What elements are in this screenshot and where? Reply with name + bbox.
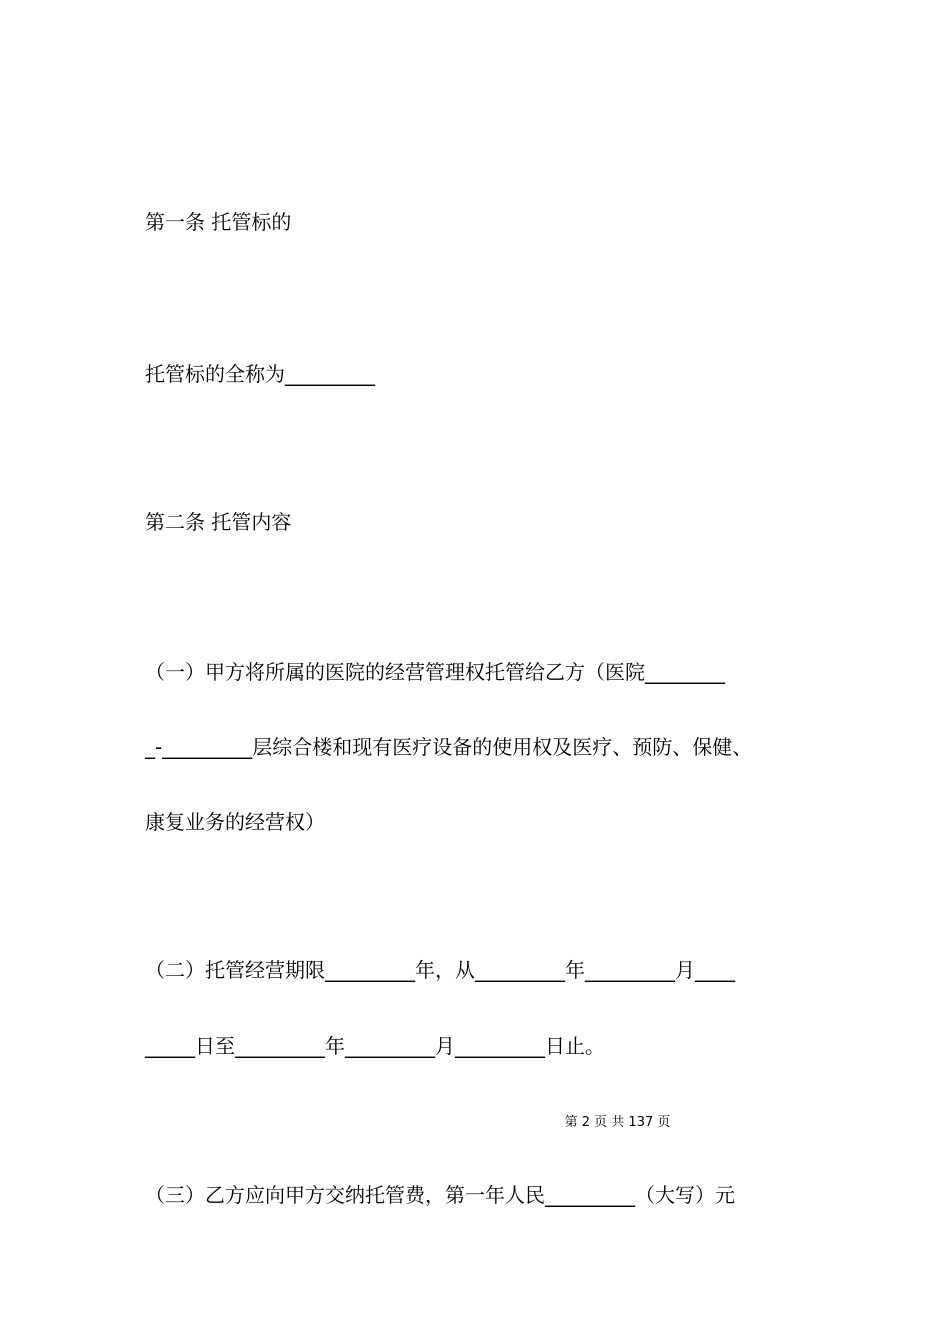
page-number-footer: 第 2 页 共 137 页 xyxy=(564,1115,671,1130)
article2-heading: 第二条 托管内容 xyxy=(145,510,292,534)
item1-line1: （一）甲方将所属的医院的经营管理权托管给乙方（医院________ xyxy=(145,660,725,684)
item3-line1: （三）乙方应向甲方交纳托管费，第一年人民_________（大写）元 xyxy=(145,1183,735,1207)
item1-line2: _-_________层综合楼和现有医疗设备的使用权及医疗、预防、保健、 xyxy=(145,735,753,759)
item2-line2: _____日至_________年_________月_________日止。 xyxy=(145,1034,605,1058)
article1-heading: 第一条 托管标的 xyxy=(145,210,292,234)
item2-line1: （二）托管经营期限_________年，从_________年_________月____ xyxy=(145,958,735,982)
item1-line3: 康复业务的经营权） xyxy=(145,810,325,834)
article1-text: 托管标的全称为_________ xyxy=(145,362,375,386)
